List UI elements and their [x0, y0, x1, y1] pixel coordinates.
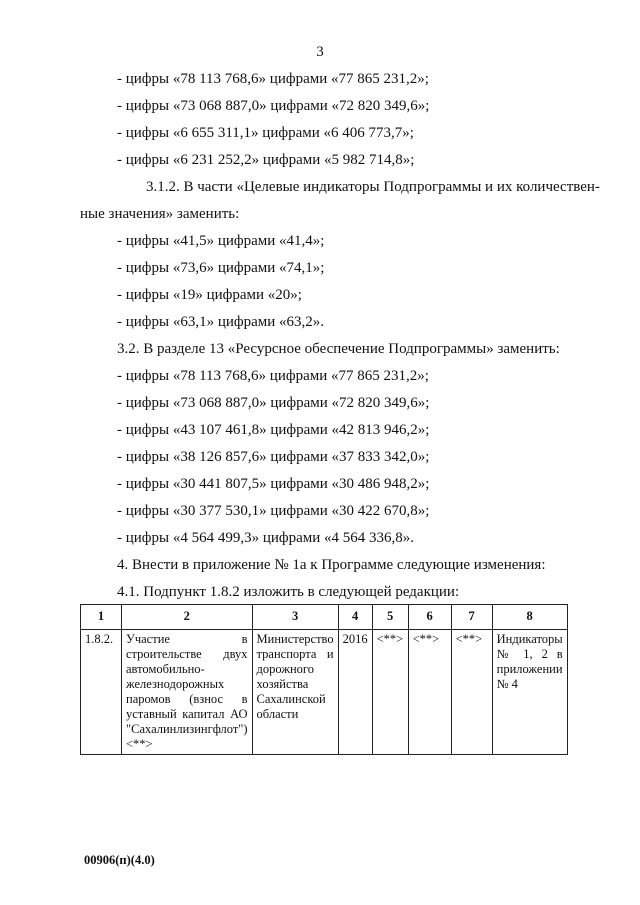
text-line: - цифры «6 231 252,2» цифрами «5 982 714,8»;	[117, 152, 415, 168]
table-header-cell: 4	[338, 605, 372, 630]
text-line: - цифры «30 441 807,5» цифрами «30 486 948,2»;	[117, 476, 430, 492]
section-heading: 4.1. Подпункт 1.8.2 изложить в следующей редакции:	[117, 584, 460, 600]
table-cell-executor: Министерство транспорта и дорожного хозяйства Сахалинской области	[252, 630, 338, 755]
text-line: - цифры «78 113 768,6» цифрами «77 865 231,2»;	[117, 368, 429, 384]
text-line: - цифры «78 113 768,6» цифрами «77 865 231,2»;	[117, 71, 429, 87]
table-cell-col5: <**>	[372, 630, 408, 755]
table-header-cell: 3	[252, 605, 338, 630]
text-line: - цифры «43 107 461,8» цифрами «42 813 946,2»;	[117, 422, 430, 438]
page-number: 3	[316, 44, 324, 60]
table-cell-year: 2016	[338, 630, 372, 755]
table-header-cell: 5	[372, 605, 408, 630]
table-header-cell: 6	[408, 605, 451, 630]
text-line: - цифры «4 564 499,3» цифрами «4 564 336,8».	[117, 530, 415, 546]
table-cell-activity: Участие в строительстве двух автомобильно-железнодорожных паромов (взнос в уставный капитал АО "Сахалинлизингфлот") <**>	[122, 630, 253, 755]
table-header-cell: 2	[122, 605, 253, 630]
text-line: ные значения» заменить:	[80, 206, 240, 222]
table-header-cell: 8	[492, 605, 567, 630]
table-cell-col7: <**>	[451, 630, 492, 755]
table-cell-indicators: Индикаторы № 1, 2 в приложении № 4	[492, 630, 567, 755]
table-cell-number: 1.8.2.	[81, 630, 122, 755]
text-line: - цифры «73 068 887,0» цифрами «72 820 349,6»;	[117, 395, 430, 411]
text-line: - цифры «63,1» цифрами «63,2».	[117, 314, 325, 330]
text-line: - цифры «6 655 311,1» цифрами «6 406 773,7»;	[117, 125, 414, 141]
text-line: - цифры «30 377 530,1» цифрами «30 422 670,8»;	[117, 503, 430, 519]
section-heading: 3.2. В разделе 13 «Ресурсное обеспечение Подпрограммы» заменить:	[117, 341, 560, 357]
table-header-row	[81, 605, 568, 630]
section-heading: 3.1.2. В части «Целевые индикаторы Подпрограммы и их количествен-	[146, 179, 600, 195]
text-line: - цифры «19» цифрами «20»;	[117, 287, 302, 303]
table-header-cell: 7	[451, 605, 492, 630]
text-line: - цифры «73 068 887,0» цифрами «72 820 349,6»;	[117, 98, 430, 114]
text-line: - цифры «38 126 857,6» цифрами «37 833 342,0»;	[117, 449, 430, 465]
text-line: - цифры «73,6» цифрами «74,1»;	[117, 260, 325, 276]
table-header-cell: 1	[81, 605, 122, 630]
amendment-table	[80, 604, 568, 755]
document-code: 00906(п)(4.0)	[84, 853, 155, 867]
table-cell-col6: <**>	[408, 630, 451, 755]
section-heading: 4. Внести в приложение № 1а к Программе следующие изменения:	[117, 557, 546, 573]
text-line: - цифры «41,5» цифрами «41,4»;	[117, 233, 325, 249]
table-row	[81, 630, 568, 755]
